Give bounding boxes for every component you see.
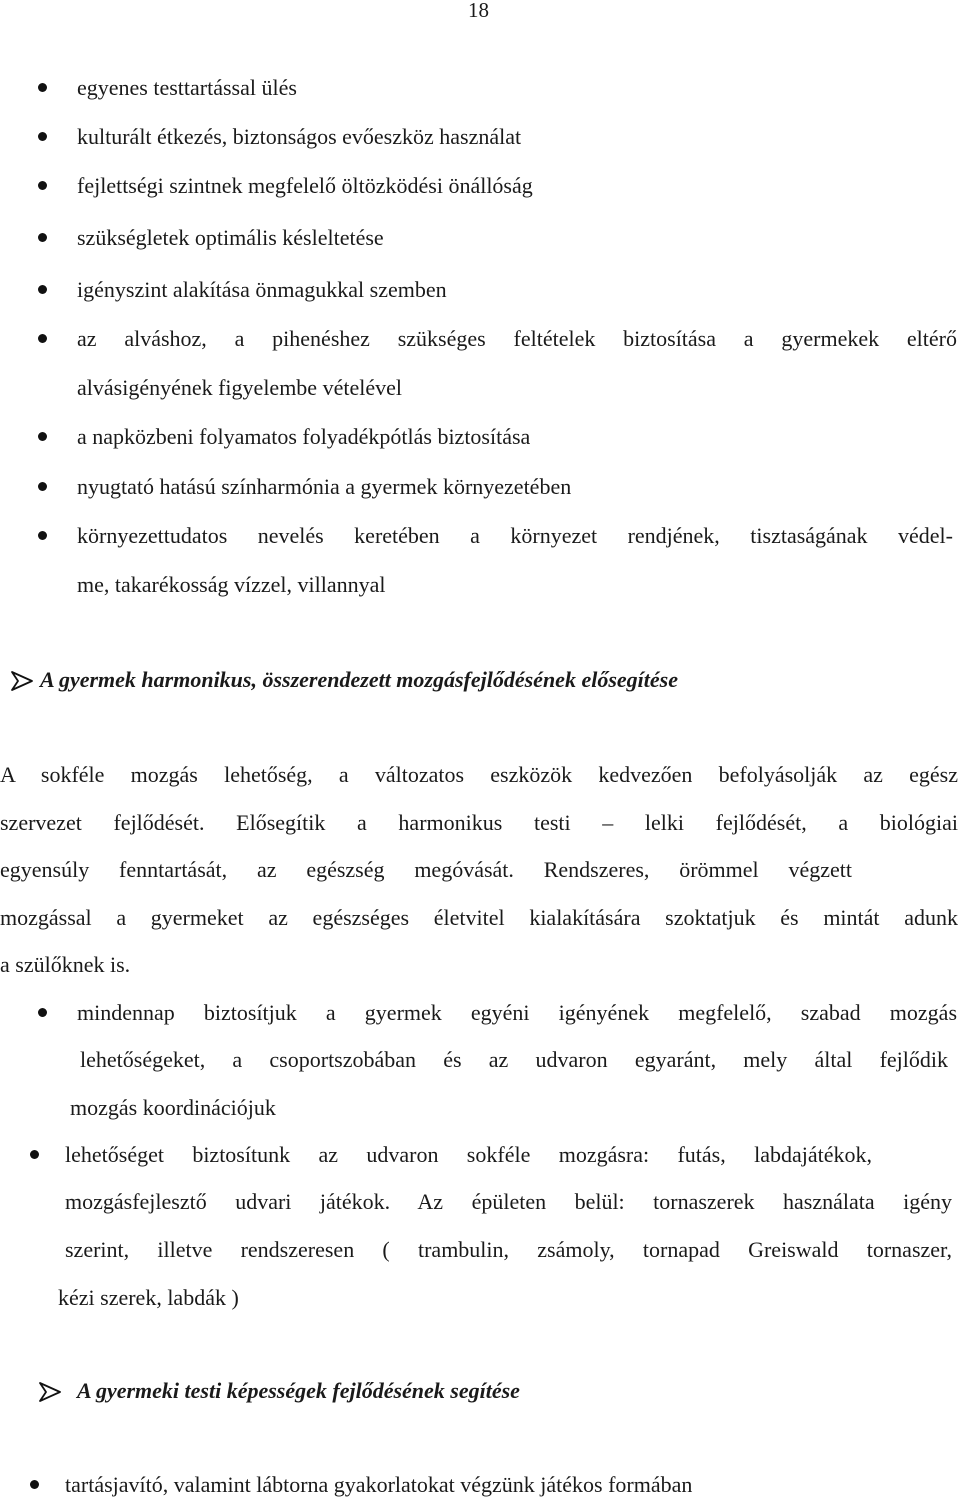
arrow-bullet-icon [38,1381,62,1403]
list-item: lehetőséget biztosítunk az udvaron sokféle mozgásra: futás, labdajátékok, [65,1142,872,1167]
list-item: a napközbeni folyamatos folyadékpótlás biztosítása [77,424,531,449]
list-item: mindennap biztosítjuk a gyermek egyéni igényének megfelelő, szabad mozgás [77,1000,957,1025]
bullet-icon [38,285,47,294]
paragraph-line: a szülőknek is. [0,952,131,977]
list-item: szükségletek optimális késleltetése [77,225,384,250]
bullet-icon [38,83,47,92]
list-item-continuation: mozgás koordinációjuk [70,1095,276,1120]
list-item-continuation: szerint, illetve rendszeresen ( trambulin, zsámoly, tornapad Greiswald tornaszer, [65,1237,952,1262]
list-item: fejlettségi szintnek megfelelő öltözködési önállóság [77,173,533,198]
list-item: egyenes testtartással ülés [77,75,297,100]
list-item: igényszint alakítása önmagukkal szemben [77,277,447,302]
bullet-icon [30,1150,39,1159]
paragraph-line: A sokféle mozgás lehetőség, a változatos eszközök kedvezően befolyásolják az egész [0,762,958,787]
list-item: az alváshoz, a pihenéshez szükséges feltételek biztosítása a gyermekek eltérő [77,326,957,351]
bullet-icon [38,531,47,540]
list-item: környezettudatos nevelés keretében a környezet rendjének, tisztaságának védel- [77,523,953,548]
bullet-icon [38,432,47,441]
list-item: nyugtató hatású színharmónia a gyermek környezetében [77,474,572,499]
bullet-icon [38,482,47,491]
section-heading: A gyermeki testi képességek fejlődésének segítése [77,1378,520,1403]
list-item-continuation: me, takarékosság vízzel, villannyal [77,572,386,597]
list-item-continuation: kézi szerek, labdák ) [58,1285,239,1310]
list-item: kulturált étkezés, biztonságos evőeszköz használat [77,124,522,149]
paragraph-line: egyensúly fenntartását, az egészség megóvását. Rendszeres, örömmel végzett [0,857,852,882]
bullet-icon [38,1008,47,1017]
bullet-icon [30,1480,39,1489]
paragraph-line: szervezet fejlődését. Elősegítik a harmonikus testi – lelki fejlődését, a biológiai [0,810,958,835]
list-item-continuation: alvásigényének figyelembe vételével [77,375,402,400]
paragraph-line: mozgással a gyermeket az egészséges életvitel kialakítására szoktatjuk és mintát adunk [0,905,958,930]
list-item-continuation: mozgásfejlesztő udvari játékok. Az épületen belül: tornaszerek használata igény [65,1189,952,1214]
arrow-bullet-icon [10,670,34,692]
bullet-icon [38,181,47,190]
list-item: tartásjavító, valamint lábtorna gyakorlatokat végzünk játékos formában [65,1472,693,1497]
list-item-continuation: lehetőségeket, a csoportszobában és az udvaron egyaránt, mely által fejlődik [80,1047,948,1072]
bullet-icon [38,334,47,343]
section-heading: A gyermek harmonikus, összerendezett mozgásfejlődésének elősegítése [40,667,678,692]
page-number: 18 [468,0,489,22]
bullet-icon [38,132,47,141]
bullet-icon [38,233,47,242]
